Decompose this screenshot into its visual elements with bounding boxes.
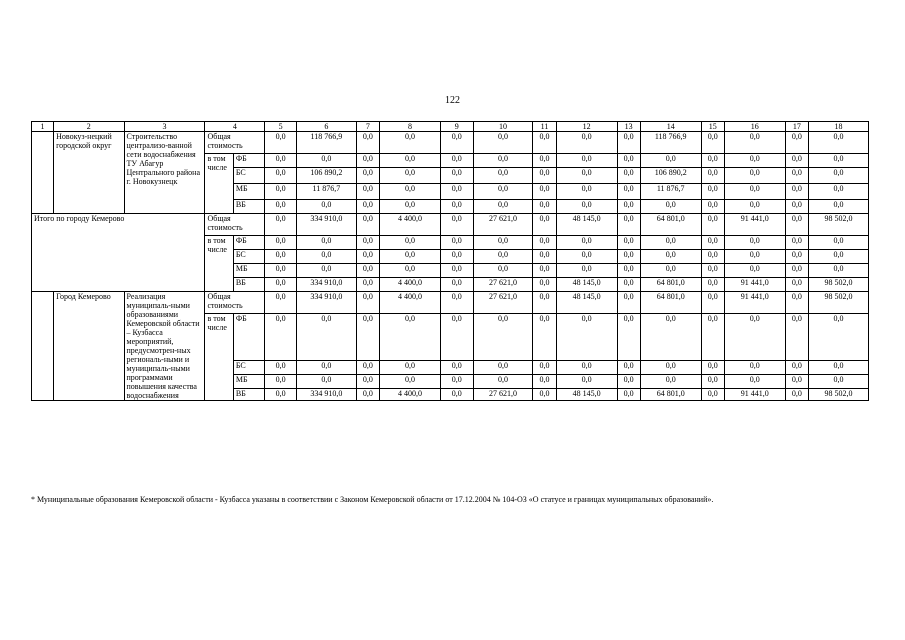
total-label: Общая стоимость [205, 214, 265, 236]
value-cell: 0,0 [296, 314, 356, 361]
value-cell: 4 400,0 [379, 278, 440, 292]
value-cell: 0,0 [785, 278, 808, 292]
header-cell: 4 [205, 122, 265, 132]
municipality-cell: Новокуз-нецкий городской округ [54, 132, 124, 214]
value-cell: 0,0 [808, 168, 868, 184]
value-cell: 0,0 [808, 132, 868, 154]
value-cell: 0,0 [701, 292, 724, 314]
description-cell: Строительство централизо-ванной сети водоснабжения ТУ Абагур Центрального района г. Новокузнецк [124, 132, 205, 214]
funding-source-code: ВБ [233, 278, 265, 292]
value-cell: 0,0 [617, 361, 640, 375]
header-cell: 13 [617, 122, 640, 132]
value-cell: 0,0 [617, 214, 640, 236]
value-cell: 48 145,0 [556, 278, 617, 292]
value-cell: 0,0 [617, 264, 640, 278]
value-cell: 0,0 [265, 132, 297, 154]
value-cell: 11 876,7 [296, 184, 356, 200]
value-cell: 0,0 [379, 264, 440, 278]
value-cell: 0,0 [556, 236, 617, 250]
incl-label: в том числе [205, 154, 233, 214]
value-cell: 0,0 [356, 375, 379, 389]
value-cell: 0,0 [296, 154, 356, 168]
header-cell: 16 [724, 122, 785, 132]
value-cell: 0,0 [440, 389, 473, 401]
value-cell: 0,0 [724, 375, 785, 389]
value-cell: 91 441,0 [724, 214, 785, 236]
value-cell: 0,0 [533, 361, 556, 375]
funding-source-code: БС [233, 168, 265, 184]
value-cell: 0,0 [808, 200, 868, 214]
value-cell: 0,0 [265, 236, 297, 250]
funding-source-code: ВБ [233, 389, 265, 401]
value-cell: 0,0 [533, 264, 556, 278]
value-cell: 0,0 [533, 389, 556, 401]
value-cell: 0,0 [640, 375, 701, 389]
value-cell: 0,0 [296, 375, 356, 389]
value-cell: 334 910,0 [296, 278, 356, 292]
value-cell: 64 801,0 [640, 214, 701, 236]
value-cell: 0,0 [473, 361, 533, 375]
header-cell: 18 [808, 122, 868, 132]
value-cell: 0,0 [785, 214, 808, 236]
value-cell: 0,0 [640, 250, 701, 264]
value-cell: 0,0 [440, 236, 473, 250]
table-body [32, 122, 869, 401]
value-cell: 0,0 [617, 200, 640, 214]
value-cell: 64 801,0 [640, 389, 701, 401]
value-cell: 0,0 [440, 214, 473, 236]
value-cell: 0,0 [265, 361, 297, 375]
value-cell: 0,0 [556, 154, 617, 168]
value-cell: 98 502,0 [808, 278, 868, 292]
value-cell: 0,0 [724, 168, 785, 184]
value-cell: 0,0 [724, 361, 785, 375]
value-cell: 0,0 [379, 154, 440, 168]
value-cell: 0,0 [265, 184, 297, 200]
value-cell: 0,0 [379, 184, 440, 200]
value-cell: 0,0 [356, 154, 379, 168]
value-cell: 0,0 [701, 168, 724, 184]
value-cell: 0,0 [440, 314, 473, 361]
value-cell: 0,0 [379, 236, 440, 250]
value-cell: 0,0 [440, 132, 473, 154]
value-cell: 91 441,0 [724, 389, 785, 401]
value-cell: 27 621,0 [473, 214, 533, 236]
value-cell: 4 400,0 [379, 214, 440, 236]
value-cell: 0,0 [808, 250, 868, 264]
value-cell: 0,0 [533, 168, 556, 184]
value-cell: 91 441,0 [724, 292, 785, 314]
value-cell: 0,0 [265, 214, 297, 236]
value-cell: 334 910,0 [296, 389, 356, 401]
value-cell: 0,0 [533, 314, 556, 361]
value-cell: 0,0 [473, 236, 533, 250]
funding-source-code: БС [233, 250, 265, 264]
value-cell: 0,0 [640, 236, 701, 250]
value-cell: 0,0 [533, 375, 556, 389]
value-cell: 64 801,0 [640, 292, 701, 314]
value-cell: 0,0 [379, 250, 440, 264]
value-cell: 0,0 [473, 154, 533, 168]
row-index-cell [32, 292, 54, 401]
value-cell: 0,0 [473, 200, 533, 214]
header-cell: 1 [32, 122, 54, 132]
funding-source-code: ФБ [233, 236, 265, 250]
funding-source-code: МБ [233, 264, 265, 278]
value-cell: 0,0 [473, 250, 533, 264]
value-cell: 0,0 [296, 200, 356, 214]
value-cell: 0,0 [701, 361, 724, 375]
municipality-cell: Город Кемерово [54, 292, 124, 401]
value-cell: 0,0 [379, 200, 440, 214]
value-cell: 0,0 [808, 154, 868, 168]
value-cell: 0,0 [379, 314, 440, 361]
value-cell: 0,0 [265, 250, 297, 264]
value-cell: 0,0 [356, 278, 379, 292]
funding-source-code: МБ [233, 375, 265, 389]
value-cell: 0,0 [440, 184, 473, 200]
value-cell: 0,0 [356, 314, 379, 361]
value-cell: 0,0 [808, 264, 868, 278]
value-cell: 0,0 [701, 184, 724, 200]
value-cell: 0,0 [724, 154, 785, 168]
value-cell: 0,0 [533, 214, 556, 236]
value-cell: 0,0 [701, 264, 724, 278]
value-cell: 0,0 [356, 389, 379, 401]
value-cell: 0,0 [356, 236, 379, 250]
total-label: Общая стоимость [205, 292, 265, 314]
value-cell: 0,0 [724, 200, 785, 214]
value-cell: 0,0 [724, 132, 785, 154]
value-cell: 0,0 [808, 184, 868, 200]
value-cell: 0,0 [808, 361, 868, 375]
value-cell: 0,0 [785, 184, 808, 200]
value-cell: 0,0 [533, 200, 556, 214]
value-cell: 0,0 [265, 375, 297, 389]
value-cell: 0,0 [785, 168, 808, 184]
header-cell: 7 [356, 122, 379, 132]
value-cell: 98 502,0 [808, 214, 868, 236]
section-total-row [32, 214, 869, 236]
value-cell: 0,0 [724, 250, 785, 264]
value-cell: 48 145,0 [556, 214, 617, 236]
value-cell: 0,0 [533, 154, 556, 168]
value-cell: 0,0 [701, 132, 724, 154]
value-cell: 118 766,9 [640, 132, 701, 154]
value-cell: 0,0 [724, 264, 785, 278]
value-cell: 0,0 [556, 132, 617, 154]
value-cell: 0,0 [640, 361, 701, 375]
value-cell: 0,0 [556, 184, 617, 200]
value-cell: 48 145,0 [556, 389, 617, 401]
value-cell: 0,0 [356, 292, 379, 314]
value-cell: 0,0 [617, 375, 640, 389]
value-cell: 0,0 [640, 314, 701, 361]
value-cell: 0,0 [356, 132, 379, 154]
value-cell: 0,0 [356, 264, 379, 278]
value-cell: 0,0 [640, 200, 701, 214]
value-cell: 4 400,0 [379, 389, 440, 401]
value-cell: 0,0 [440, 292, 473, 314]
value-cell: 0,0 [533, 250, 556, 264]
value-cell: 27 621,0 [473, 292, 533, 314]
header-cell: 2 [54, 122, 124, 132]
value-cell: 0,0 [785, 236, 808, 250]
section-total-row [32, 292, 869, 314]
value-cell: 0,0 [556, 375, 617, 389]
value-cell: 0,0 [701, 314, 724, 361]
value-cell: 0,0 [473, 132, 533, 154]
header-cell: 5 [265, 122, 297, 132]
value-cell: 0,0 [640, 264, 701, 278]
value-cell: 0,0 [440, 361, 473, 375]
value-cell: 0,0 [556, 264, 617, 278]
incl-label: в том числе [205, 314, 233, 401]
value-cell: 0,0 [265, 154, 297, 168]
value-cell: 0,0 [785, 361, 808, 375]
value-cell: 0,0 [379, 375, 440, 389]
value-cell: 0,0 [533, 292, 556, 314]
funding-source-code: ФБ [233, 154, 265, 168]
value-cell: 0,0 [356, 200, 379, 214]
value-cell: 0,0 [701, 236, 724, 250]
value-cell: 0,0 [473, 168, 533, 184]
description-cell: Реализация муниципаль-ными образованиями Кемеровской области – Кузбасса мероприятий, предусмотрен-ных региональ-ными и муниципаль-ными программами повышения качества водоснабжения [124, 292, 205, 401]
value-cell: 0,0 [356, 361, 379, 375]
value-cell: 0,0 [785, 200, 808, 214]
value-cell: 0,0 [440, 375, 473, 389]
row-index-cell [32, 132, 54, 214]
value-cell: 0,0 [556, 168, 617, 184]
value-cell: 0,0 [724, 184, 785, 200]
value-cell: 0,0 [701, 214, 724, 236]
value-cell: 0,0 [556, 200, 617, 214]
header-cell: 17 [785, 122, 808, 132]
value-cell: 0,0 [617, 236, 640, 250]
value-cell: 0,0 [440, 168, 473, 184]
value-cell: 27 621,0 [473, 278, 533, 292]
value-cell: 0,0 [617, 278, 640, 292]
value-cell: 0,0 [265, 264, 297, 278]
value-cell: 0,0 [785, 154, 808, 168]
value-cell: 0,0 [785, 250, 808, 264]
value-cell: 106 890,2 [640, 168, 701, 184]
value-cell: 0,0 [473, 375, 533, 389]
value-cell: 0,0 [701, 154, 724, 168]
value-cell: 0,0 [440, 278, 473, 292]
summary-label: Итого по городу Кемерово [32, 214, 205, 292]
value-cell: 0,0 [440, 264, 473, 278]
value-cell: 0,0 [701, 278, 724, 292]
value-cell: 0,0 [617, 168, 640, 184]
value-cell: 0,0 [617, 132, 640, 154]
value-cell: 0,0 [440, 154, 473, 168]
value-cell: 0,0 [356, 168, 379, 184]
header-cell: 11 [533, 122, 556, 132]
value-cell: 0,0 [785, 132, 808, 154]
value-cell: 91 441,0 [724, 278, 785, 292]
value-cell: 118 766,9 [296, 132, 356, 154]
value-cell: 0,0 [265, 314, 297, 361]
value-cell: 0,0 [556, 361, 617, 375]
value-cell: 0,0 [440, 250, 473, 264]
value-cell: 0,0 [724, 314, 785, 361]
value-cell: 0,0 [533, 236, 556, 250]
funding-source-code: БС [233, 361, 265, 375]
value-cell: 0,0 [808, 236, 868, 250]
value-cell: 27 621,0 [473, 389, 533, 401]
incl-label: в том числе [205, 236, 233, 292]
value-cell: 0,0 [617, 389, 640, 401]
value-cell: 4 400,0 [379, 292, 440, 314]
funding-source-code: МБ [233, 184, 265, 200]
header-cell: 9 [440, 122, 473, 132]
value-cell: 0,0 [785, 264, 808, 278]
value-cell: 0,0 [617, 292, 640, 314]
value-cell: 0,0 [356, 184, 379, 200]
value-cell: 98 502,0 [808, 292, 868, 314]
value-cell: 0,0 [785, 292, 808, 314]
value-cell: 0,0 [617, 314, 640, 361]
header-cell: 14 [640, 122, 701, 132]
value-cell: 0,0 [617, 250, 640, 264]
value-cell: 0,0 [533, 278, 556, 292]
value-cell: 0,0 [296, 264, 356, 278]
value-cell: 0,0 [356, 214, 379, 236]
value-cell: 0,0 [701, 389, 724, 401]
value-cell: 0,0 [296, 236, 356, 250]
value-cell: 0,0 [617, 184, 640, 200]
value-cell: 0,0 [379, 132, 440, 154]
value-cell: 0,0 [701, 375, 724, 389]
value-cell: 106 890,2 [296, 168, 356, 184]
funding-source-code: ВБ [233, 200, 265, 214]
value-cell: 0,0 [440, 200, 473, 214]
value-cell: 0,0 [356, 250, 379, 264]
footnote: * Муниципальные образования Кемеровской области - Кузбасса указаны в соответствии с Законом Кемеровской области от 17.12.2004 № 104-ОЗ «О статусе и границах муниципальных образований». [31, 495, 714, 504]
value-cell: 0,0 [379, 168, 440, 184]
value-cell: 0,0 [724, 236, 785, 250]
header-cell: 15 [701, 122, 724, 132]
value-cell: 0,0 [473, 314, 533, 361]
value-cell: 334 910,0 [296, 214, 356, 236]
budget-table [31, 121, 869, 401]
header-cell: 10 [473, 122, 533, 132]
page-number: 122 [445, 95, 460, 106]
value-cell: 0,0 [296, 250, 356, 264]
value-cell: 0,0 [473, 264, 533, 278]
value-cell: 0,0 [556, 250, 617, 264]
value-cell: 0,0 [265, 278, 297, 292]
value-cell: 0,0 [296, 361, 356, 375]
value-cell: 0,0 [265, 389, 297, 401]
value-cell: 0,0 [785, 314, 808, 361]
value-cell: 64 801,0 [640, 278, 701, 292]
value-cell: 0,0 [701, 250, 724, 264]
value-cell: 0,0 [265, 292, 297, 314]
value-cell: 0,0 [556, 314, 617, 361]
value-cell: 0,0 [533, 132, 556, 154]
value-cell: 0,0 [265, 168, 297, 184]
value-cell: 0,0 [640, 154, 701, 168]
header-cell: 6 [296, 122, 356, 132]
total-label: Общая стоимость [205, 132, 265, 154]
header-cell: 8 [379, 122, 440, 132]
header-cell: 12 [556, 122, 617, 132]
section-total-row [32, 132, 869, 154]
funding-source-code: ФБ [233, 314, 265, 361]
value-cell: 0,0 [265, 200, 297, 214]
value-cell: 0,0 [808, 314, 868, 361]
value-cell: 0,0 [617, 154, 640, 168]
header-row [32, 122, 869, 132]
value-cell: 0,0 [785, 389, 808, 401]
value-cell: 0,0 [533, 184, 556, 200]
value-cell: 0,0 [785, 375, 808, 389]
value-cell: 11 876,7 [640, 184, 701, 200]
value-cell: 0,0 [701, 200, 724, 214]
value-cell: 0,0 [808, 375, 868, 389]
value-cell: 98 502,0 [808, 389, 868, 401]
header-cell: 3 [124, 122, 205, 132]
value-cell: 334 910,0 [296, 292, 356, 314]
value-cell: 48 145,0 [556, 292, 617, 314]
value-cell: 0,0 [473, 184, 533, 200]
value-cell: 0,0 [379, 361, 440, 375]
